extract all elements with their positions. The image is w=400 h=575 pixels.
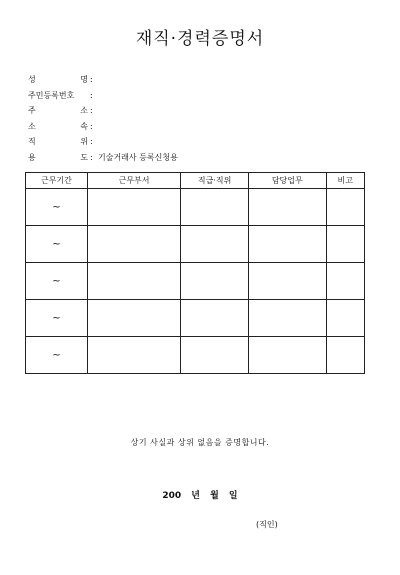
cell-duties [248, 226, 326, 263]
info-row [28, 103, 178, 119]
colon: : [90, 90, 93, 100]
cell-department [87, 337, 180, 374]
cell-period: ~ [26, 300, 88, 337]
header-remarks: 비고 [326, 173, 364, 189]
label-char: 성 [28, 75, 36, 84]
cell-rank [181, 189, 249, 226]
cell-rank [181, 226, 249, 263]
label-char: 직 [28, 137, 36, 146]
table-row [26, 226, 365, 263]
cell-duties [248, 300, 326, 337]
cell-remarks [326, 189, 364, 226]
cell-remarks [326, 263, 364, 300]
certification-statement: 상기 사실과 상위 없음을 증명합니다. [130, 438, 270, 447]
cell-department [87, 263, 180, 300]
colon: : [90, 121, 93, 131]
colon: : [90, 75, 93, 84]
table-header-row [26, 173, 365, 189]
label-char: 도 [80, 152, 88, 162]
cell-duties [248, 263, 326, 300]
official-seal-mark: (직인) [256, 520, 278, 529]
label-char: 주 [28, 106, 36, 115]
info-row [28, 119, 178, 135]
cell-department [87, 300, 180, 337]
colon: : [90, 137, 93, 146]
table-row [26, 300, 365, 337]
header-department: 근무부서 [87, 173, 180, 189]
table-row [26, 263, 365, 300]
info-label-position [28, 134, 90, 150]
label-char: 소 [80, 106, 88, 115]
info-label-name [28, 72, 90, 88]
info-label-resident-number [28, 88, 90, 104]
info-value: 기술거래사 등록신청용 [98, 152, 178, 162]
cell-period: ~ [26, 263, 88, 300]
info-label-affiliation [28, 119, 90, 135]
issue-date: 200 년 월 일 [162, 491, 238, 501]
label-char: 명 [80, 75, 88, 84]
info-label-purpose [28, 150, 90, 166]
cell-remarks [326, 300, 364, 337]
label-char: 소 [28, 121, 36, 131]
table-row [26, 337, 365, 374]
header-rank: 직급·직위 [181, 173, 249, 189]
colon: : [90, 152, 93, 162]
cell-remarks [326, 226, 364, 263]
page-title: 재직·경력증명서 [135, 29, 265, 49]
label-char: 용 [28, 152, 36, 162]
cell-period: ~ [26, 189, 88, 226]
personal-info [28, 72, 178, 165]
cell-rank [181, 300, 249, 337]
label-char: 위 [80, 137, 88, 146]
info-row [28, 72, 178, 88]
header-period: 근무기간 [26, 173, 88, 189]
cell-period: ~ [26, 226, 88, 263]
info-label-address [28, 103, 90, 119]
cell-duties [248, 189, 326, 226]
cell-remarks [326, 337, 364, 374]
cell-duties [248, 337, 326, 374]
info-row [28, 150, 178, 166]
header-duties: 담당업무 [248, 173, 326, 189]
label-char: 속 [80, 121, 88, 131]
colon: : [90, 106, 93, 115]
info-row [28, 134, 178, 150]
cell-department [87, 226, 180, 263]
cell-rank [181, 263, 249, 300]
table-row [26, 189, 365, 226]
cell-rank [181, 337, 249, 374]
label-text: 주민등록번호 [28, 90, 75, 100]
career-table [25, 172, 365, 374]
info-row [28, 88, 178, 104]
cell-period: ~ [26, 337, 88, 374]
cell-department [87, 189, 180, 226]
